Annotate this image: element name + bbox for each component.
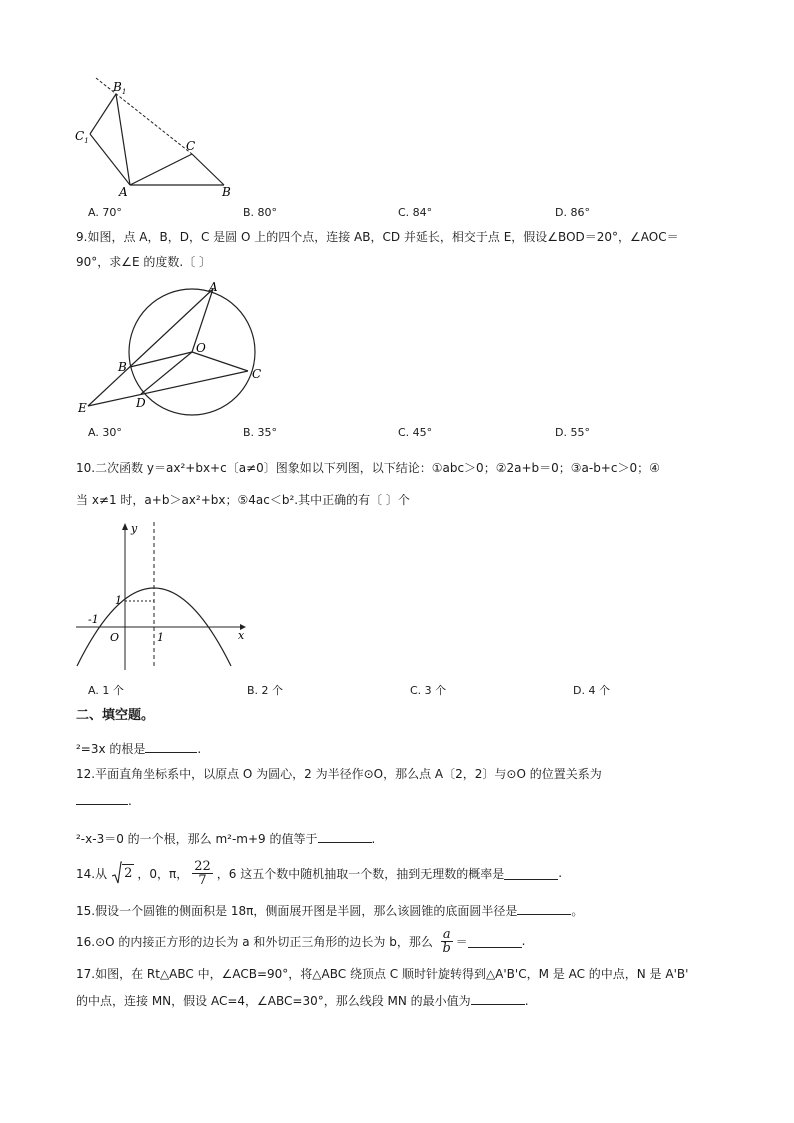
q8-option-c: C. 84° (398, 206, 433, 219)
q14-sqrt-radicand: 2 (124, 866, 133, 881)
q11-tail: . (197, 742, 202, 756)
q13-tail: . (371, 832, 376, 846)
q14-sqrt-sign (112, 861, 122, 885)
q9-question-line2: 90°，求∠E 的度数.〔 〕 (76, 255, 212, 269)
q9-label-o: O (196, 341, 206, 355)
q8-label-b: B (222, 185, 231, 199)
q9-option-a: A. 30° (88, 426, 122, 439)
q17-answer-blank[interactable] (471, 992, 525, 1005)
q16-question (76, 926, 525, 956)
q16-tail: . (521, 934, 526, 948)
q10-question-line1: 10.二次函数 y＝ax²+bx+c〔a≠0〕图象如以下列图，以下结论：①abc＞0；②2a+b＝0；③a-b+c＞0；④ (76, 461, 660, 475)
q10-question-line2: 当 x≠1 时，a+b＞ax²+bx；⑤4ac＜b².其中正确的有〔 〕个 (76, 493, 410, 507)
q8-label-c1: $C_1$ (75, 129, 89, 145)
q16-answer-blank[interactable] (468, 935, 522, 948)
q14-pre: 14.从 (76, 866, 108, 881)
q15-answer-blank[interactable] (517, 902, 571, 915)
q10-graph (74, 518, 254, 676)
q16-pre: 16.⊙O 的内接正方形的边长为 a 和外切正三角形的边长为 b，那么 (76, 934, 433, 949)
q8-dashed-line (96, 78, 192, 154)
q13-text: ²-x-3＝0 的一个根，那么 m²-m+9 的值等于 (76, 832, 318, 846)
q11-question (76, 740, 201, 757)
q9-option-d: D. 55° (555, 426, 590, 439)
q9-label-b: B (118, 360, 127, 374)
q10-label-origin: O (110, 631, 120, 644)
q10-option-c: C. 3 个 (410, 684, 447, 697)
q10-label-x: x (238, 629, 245, 642)
q12-answer-blank[interactable] (76, 792, 128, 805)
q11-answer-blank[interactable] (145, 740, 197, 753)
q17-text: 的中点，连接 MN，假设 AC=4，∠ABC=30°，那么线段 MN 的最小值为 (76, 994, 471, 1008)
q11-text: ²=3x 的根是 (76, 742, 146, 756)
q10-label-one-y: 1 (115, 594, 122, 607)
q15-tail: 。 (571, 904, 584, 918)
q9-question-line1: 9.如图，点 A，B，D，C 是圆 O 上的四个点，连接 AB，CD 并延长，相交于点 E，假设∠BOD＝20°，∠AOC＝ (76, 230, 679, 244)
q8-option-b: B. 80° (243, 206, 278, 219)
q8-option-a: A. 70° (88, 206, 122, 219)
q14-answer-blank[interactable] (504, 867, 558, 880)
q17-question-line2 (76, 992, 529, 1009)
q10-label-y: y (131, 522, 138, 535)
q9-option-b: B. 35° (243, 426, 278, 439)
q14-fraction-den: 7 (198, 872, 207, 888)
q16-fraction-num: a (442, 926, 451, 942)
q10-label-neg-one: -1 (88, 613, 99, 626)
q16-eq: ＝ (455, 934, 468, 949)
q14-sqrt (112, 861, 134, 885)
q9-label-d: D (136, 396, 146, 410)
q14-question (76, 856, 562, 890)
q16-fraction-den: b (442, 940, 451, 956)
q14-fraction-num: 22 (194, 858, 211, 874)
q9-label-a: A (209, 280, 218, 294)
q10-label-one-x: 1 (157, 631, 164, 644)
q15-text: 15.假设一个圆锥的侧面积是 18π，侧面展开图是半圆，那么该圆锥的底面圆半径是 (76, 904, 518, 918)
q13-question (76, 830, 375, 847)
q9-line-ec (88, 371, 248, 406)
q10-y-arrow (122, 523, 128, 530)
q12-question-line1: 12.平面直角坐标系中，以原点 O 为圆心，2 为半径作⊙O，那么点 A〔2，2〕与⊙O 的位置关系为 (76, 767, 602, 781)
q14-post: ，6 这五个数中随机抽取一个数，抽到无理数的概率是 (216, 866, 505, 881)
q14-tail: . (558, 866, 563, 880)
q8-segment-b1a (116, 94, 130, 185)
section-title: 二、填空题。 (76, 708, 155, 723)
q8-label-a: A (119, 185, 128, 199)
q12-tail: . (128, 794, 132, 808)
q9-label-c: C (252, 367, 262, 381)
q10-option-a: A. 1 个 (88, 684, 124, 697)
q10-option-d: D. 4 个 (573, 684, 610, 697)
q8-label-c: C (186, 139, 196, 153)
q15-question (76, 902, 583, 919)
q8-segment-cb (192, 154, 224, 185)
q9-line-ea (88, 289, 213, 406)
q9-figure (76, 278, 276, 420)
q14-mid: ，0，π， (137, 866, 189, 881)
q8-option-d: D. 86° (555, 206, 590, 219)
q9-label-e: E (78, 401, 87, 415)
q8-segment-c1a (90, 134, 130, 185)
q12-question-line2 (76, 792, 132, 809)
q9-option-c: C. 45° (398, 426, 433, 439)
q17-question-line1: 17.如图，在 Rt△ABC 中，∠ACB=90°，将△ABC 绕顶点 C 顺时针旋转得到△A'B'C，M 是 AC 的中点，N 是 A'B' (76, 967, 689, 981)
q14-fraction (192, 860, 213, 887)
q8-label-b1: $B_1$ (113, 80, 127, 96)
q16-fraction (441, 928, 453, 955)
q13-answer-blank[interactable] (318, 830, 372, 843)
q8-segment-b1c1 (90, 94, 116, 134)
q8-segment-ac (130, 154, 192, 185)
q17-tail: . (524, 994, 529, 1008)
q10-option-b: B. 2 个 (247, 684, 284, 697)
q8-figure (70, 72, 240, 202)
